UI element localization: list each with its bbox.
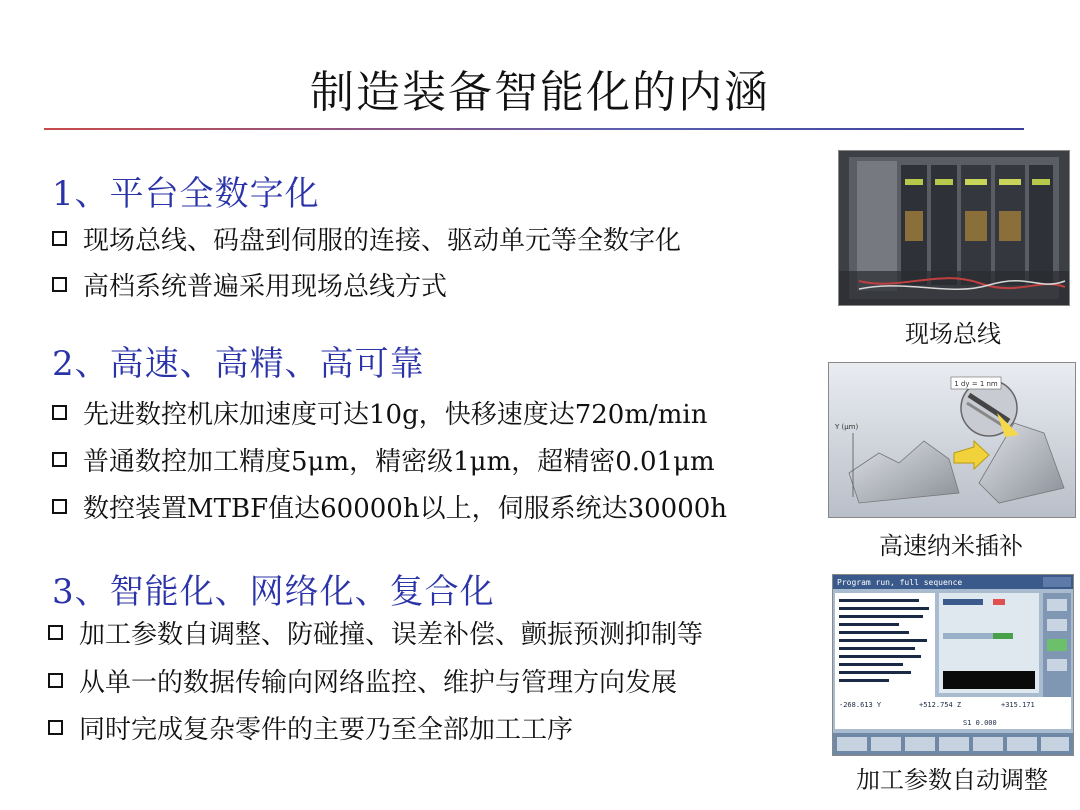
nano-caption: 高速纳米插补 — [879, 532, 1023, 560]
section-2-item-2 — [52, 441, 715, 478]
title-divider — [44, 128, 1024, 130]
slide-title: 制造装备智能化的内涵 — [310, 67, 770, 118]
checkbox-bullet-icon — [48, 673, 63, 688]
checkbox-bullet-icon — [48, 625, 63, 640]
section-1-item-2 — [52, 266, 447, 303]
nano-axis-label: Y (μm) — [835, 423, 859, 431]
section-3-item-2 — [48, 662, 677, 699]
section-1-heading: 1、平台全数字化 — [52, 174, 320, 214]
checkbox-bullet-icon — [52, 405, 67, 420]
section-2-heading: 2、高速、高精、高可靠 — [52, 344, 425, 384]
section-2-item-1-text: 先进数控机床加速度可达10g，快移速度达720m/min — [83, 400, 708, 430]
nano-box-label: 1 dy = 1 nm — [954, 380, 998, 388]
cnc-value-1: -268.613 Y — [839, 701, 882, 709]
section-3-item-2-text: 从单一的数据传输向网络监控、维护与管理方向发展 — [79, 668, 678, 698]
section-3-item-3-text: 同时完成复杂零件的主要乃至全部加工工序 — [79, 715, 574, 745]
fieldbus-caption: 现场总线 — [905, 320, 1001, 348]
nano-interpolation-image — [828, 362, 1076, 518]
fieldbus-cabinet-photo — [838, 150, 1070, 306]
section-3-item-1-text: 加工参数自调整、防碰撞、误差补偿、颤振预测抑制等 — [79, 620, 704, 650]
cnc-value-4: S1 0.000 — [963, 719, 997, 727]
section-1-item-1-text: 现场总线、码盘到伺服的连接、驱动单元等全数字化 — [83, 226, 682, 256]
cnc-screen-title: Program run, full sequence — [837, 578, 963, 587]
cnc-value-2: +512.754 Z — [919, 701, 962, 709]
checkbox-bullet-icon — [48, 720, 63, 735]
cnc-screen-image — [832, 574, 1074, 756]
checkbox-bullet-icon — [52, 231, 67, 246]
section-3-item-3 — [48, 709, 573, 746]
section-2-item-3-text: 数控装置MTBF值达60000h以上，伺服系统达30000h — [83, 494, 728, 524]
section-1-item-1 — [52, 220, 681, 257]
section-2-item-3 — [52, 488, 727, 525]
section-3-heading: 3、智能化、网络化、复合化 — [52, 572, 495, 612]
section-2-item-1 — [52, 394, 707, 431]
checkbox-bullet-icon — [52, 277, 67, 292]
section-3-item-1 — [48, 614, 703, 651]
section-1-item-2-text: 高档系统普遍采用现场总线方式 — [83, 272, 448, 302]
checkbox-bullet-icon — [52, 452, 67, 467]
cnc-value-3: +315.171 — [1001, 701, 1035, 709]
checkbox-bullet-icon — [52, 499, 67, 514]
section-2-item-2-text: 普通数控加工精度5μm，精密级1μm，超精密0.01μm — [83, 447, 715, 477]
cnc-caption: 加工参数自动调整 — [856, 766, 1048, 794]
